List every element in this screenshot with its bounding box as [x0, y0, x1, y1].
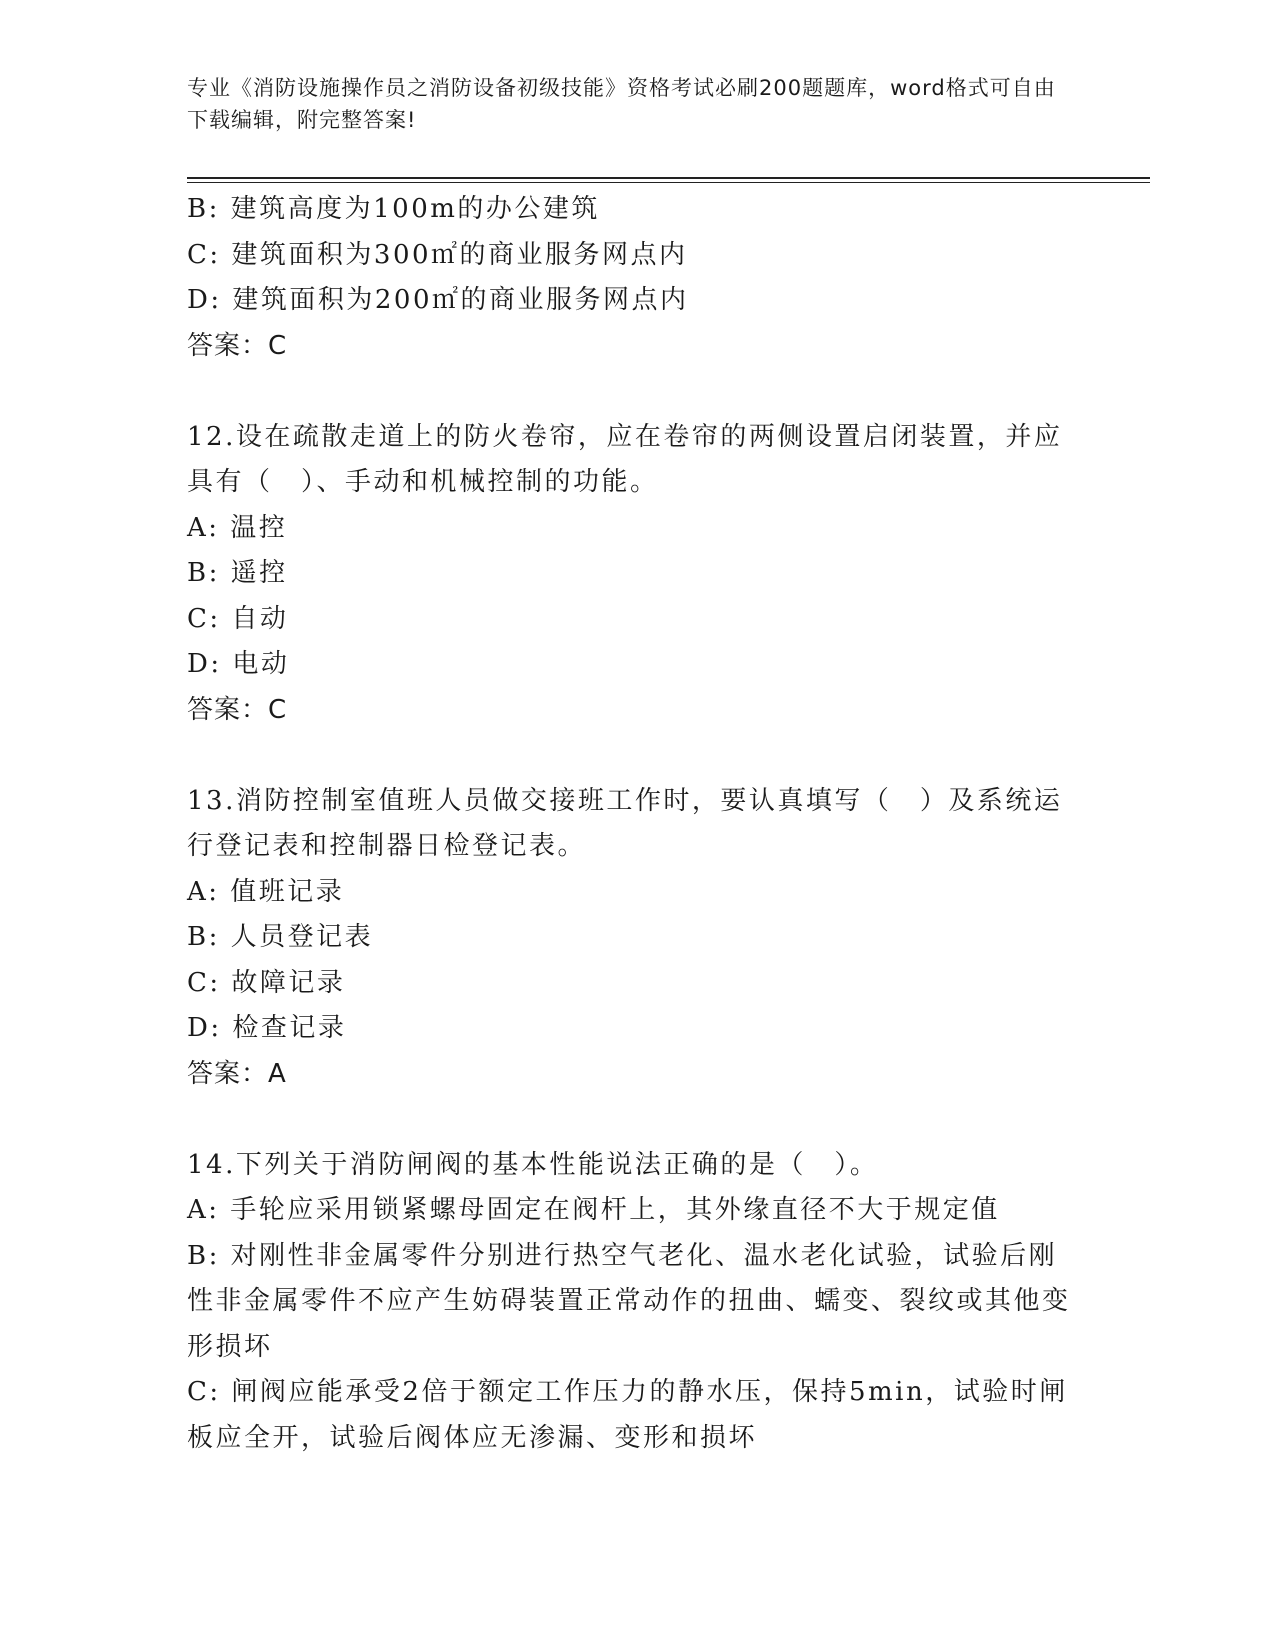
question-12: [187, 415, 1077, 734]
option-c: C: 建筑面积为300㎡的商业服务网点内: [187, 239, 688, 270]
question-content: [187, 187, 1077, 1461]
option-d: D: 电动: [187, 649, 290, 679]
question-stem: 14.下列关于消防闸阀的基本性能说法正确的是（ ）。: [187, 1149, 879, 1180]
question-stem: 13.消防控制室值班人员做交接班工作时，要认真填写（ ）及系统运行登记表和控制器日检登记表。: [187, 785, 1063, 861]
option-a: A: 值班记录: [187, 876, 345, 907]
option-b: B: 人员登记表: [187, 922, 374, 952]
question-stem: 12.设在疏散走道上的防火卷帘，应在卷帘的两侧设置启闭装置，并应具有（ ）、手动和机械控制的功能。: [187, 421, 1063, 497]
question-13: [187, 779, 1077, 1098]
option-c: C: 闸阀应能承受2倍于额定工作压力的静水压，保持5min，试验时闸板应全开，试验后阀体应无渗漏、变形和损坏: [187, 1377, 1068, 1453]
answer: 答案：C: [187, 694, 288, 725]
option-b: B: 对刚性非金属零件分别进行热空气老化、温水老化试验，试验后刚性非金属零件不应产生妨碍装置正常动作的扭曲、蠕变、裂纹或其他变形损坏: [187, 1240, 1071, 1362]
option-d: D: 建筑面积为200㎡的商业服务网点内: [187, 285, 689, 315]
spacer: [187, 1097, 1077, 1143]
option-c: C: 故障记录: [187, 967, 346, 998]
spacer: [187, 369, 1077, 415]
option-c: C: 自动: [187, 603, 289, 634]
page-header: 专业《消防设施操作员之消防设备初级技能》资格考试必刷200题题库，word格式可自由下载编辑，附完整答案!: [187, 76, 1056, 132]
option-b: B: 遥控: [187, 558, 288, 588]
option-a: A: 手轮应采用锁紧螺母固定在阀杆上，其外缘直径不大于规定值: [187, 1195, 1000, 1225]
spacer: [187, 733, 1077, 779]
answer: 答案：C: [187, 330, 288, 361]
option-b: B: 建筑高度为100m的办公建筑: [187, 194, 600, 224]
option-d: D: 检查记录: [187, 1013, 347, 1043]
header-rule-thick: [187, 177, 1150, 179]
question-14: [187, 1143, 1077, 1462]
header-rule-thin: [187, 182, 1150, 183]
answer: 答案：A: [187, 1058, 287, 1089]
option-a: A: 温控: [187, 512, 288, 543]
question-11-tail: [187, 187, 1077, 369]
